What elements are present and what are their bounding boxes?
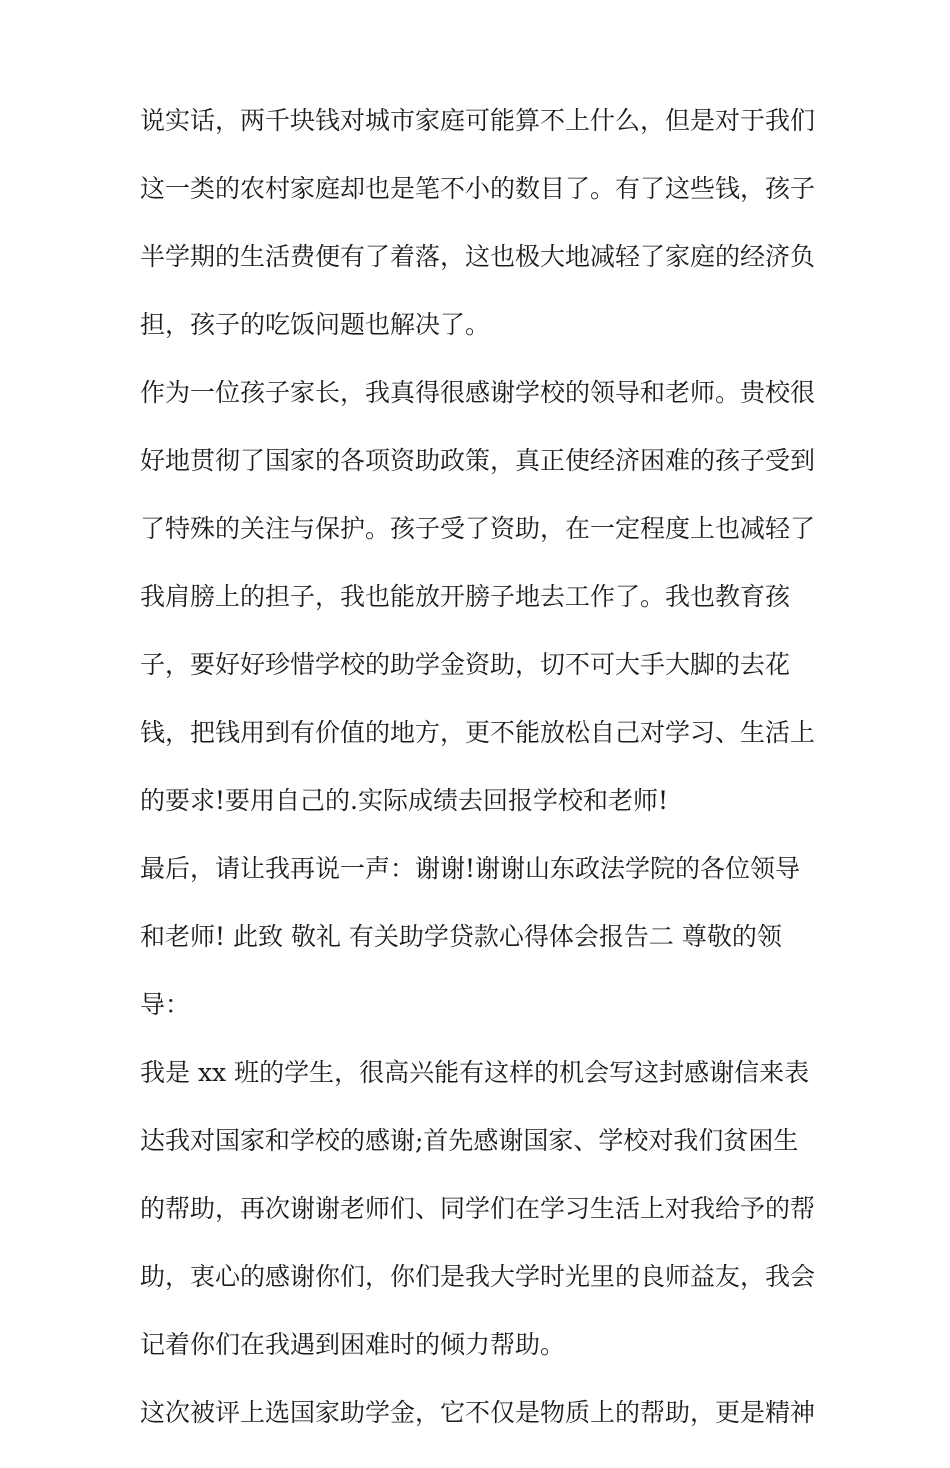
text-line-8: 我肩膀上的担子，我也能放开膀子地去工作了。我也教育孩	[140, 582, 791, 611]
text-line-6: 好地贯彻了国家的各项资助政策，真正使经济困难的孩子受到	[140, 446, 816, 475]
text-line-17: 的帮助，再次谢谢老师们、同学们在学习生活上对我给予的帮	[140, 1194, 816, 1223]
text-line-5: 作为一位孩子家长，我真得很感谢学校的领导和老师。贵校很	[140, 378, 816, 407]
text-line-11: 的要求!要用自己的.实际成绩去回报学校和老师!	[140, 786, 669, 815]
text-line-4: 担，孩子的吃饭问题也解决了。	[140, 310, 491, 339]
text-line-2: 这一类的农村家庭却也是笔不小的数目了。有了这些钱，孩子	[140, 174, 816, 203]
text-line-20: 这次被评上选国家助学金，它不仅是物质上的帮助，更是精神	[140, 1398, 816, 1427]
document-body	[140, 108, 820, 1468]
text-line-10: 钱，把钱用到有价值的地方，更不能放松自己对学习、生活上	[140, 718, 816, 747]
text-line-15: 我是 xx 班的学生，很高兴能有这样的机会写这封感谢信来表	[140, 1058, 810, 1087]
text-line-12: 最后，请让我再说一声：谢谢!谢谢山东政法学院的各位领导	[140, 854, 801, 883]
text-line-3: 半学期的生活费便有了着落，这也极大地减轻了家庭的经济负	[140, 242, 816, 271]
text-line-19: 记着你们在我遇到困难时的倾力帮助。	[140, 1330, 566, 1359]
text-line-7: 了特殊的关注与保护。孩子受了资助，在一定程度上也减轻了	[140, 514, 816, 543]
text-line-13: 和老师! 此致 敬礼 有关助学贷款心得体会报告二 尊敬的领	[140, 922, 782, 951]
text-line-18: 助，衷心的感谢你们，你们是我大学时光里的良师益友，我会	[140, 1262, 816, 1291]
text-line-16: 达我对国家和学校的感谢;首先感谢国家、学校对我们贫困生	[140, 1126, 799, 1155]
text-line-14: 导：	[140, 990, 191, 1019]
text-line-9: 子，要好好珍惜学校的助学金资助，切不可大手大脚的去花	[140, 650, 791, 679]
text-line-1: 说实话，两千块钱对城市家庭可能算不上什么，但是对于我们	[140, 106, 816, 135]
